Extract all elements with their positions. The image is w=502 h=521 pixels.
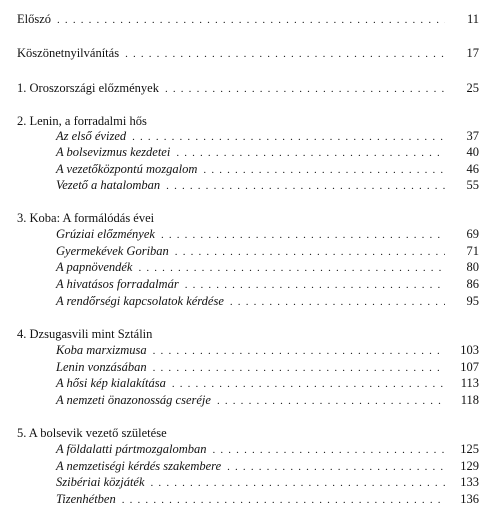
dot-leader [122,494,445,506]
toc-subentry [56,178,502,194]
dot-leader [151,477,445,489]
dot-leader [161,229,445,241]
toc-subentry [56,475,502,491]
toc-subentry [56,277,502,293]
toc-entry-page: 40 [466,145,479,159]
toc-entry-title: Előszó [17,12,52,26]
toc-subentry [56,376,502,392]
dot-leader [176,147,445,159]
dot-leader [153,345,445,357]
toc-entry-page: 113 [460,376,479,390]
dot-leader [172,378,445,390]
toc-entry-title: A nemzeti önazonosság cseréje [56,393,211,407]
dot-leader [132,131,445,143]
toc-subentry [56,162,502,178]
chapter-2-heading: 2. Lenin, a forradalmi hős [17,114,147,128]
dot-leader [185,279,445,291]
toc-entry-title: Köszönetnyilvánítás [17,46,120,60]
toc-entry-acknowledgements [17,46,502,62]
toc-entry-page: 95 [466,294,479,308]
chapter-4-heading: 4. Dzsugasvili mint Sztálin [17,327,153,341]
toc-subentry [56,260,502,276]
toc-subentry [56,244,502,260]
dot-leader [227,461,445,473]
toc-entry-page: 129 [460,459,479,473]
toc-subentry [56,294,502,310]
dot-leader [217,395,445,407]
toc-entry-title: A nemzetiségi kérdés szakembere [56,459,222,473]
toc-entry-title: A hivatásos forradalmár [56,277,179,291]
toc-entry-title: Lenin vonzásában [56,360,147,374]
toc-subentry [56,343,502,359]
toc-subentry [56,227,502,243]
toc-subentry [56,459,502,475]
dot-leader [212,444,445,456]
toc-subentry [56,442,502,458]
dot-leader [175,246,445,258]
toc-entry-page: 17 [466,46,479,60]
toc-subentry [56,129,502,145]
toc-entry-title: Grúziai előzmények [56,227,155,241]
toc-entry-title: A földalatti pártmozgalomban [56,442,207,456]
dot-leader [125,48,445,60]
toc-entry-title: Koba marxizmusa [56,343,147,357]
toc-entry-chapter-1 [17,81,502,97]
toc-entry-title: Szibériai közjáték [56,475,145,489]
toc-entry-title: Gyermekévek Goriban [56,244,169,258]
toc-entry-page: 118 [460,393,479,407]
toc-entry-title: A papnövendék [56,260,133,274]
toc-entry-page: 133 [460,475,479,489]
toc-entry-page: 103 [460,343,479,357]
toc-entry-page: 136 [460,492,479,506]
toc-entry-title: A hősi kép kialakítása [56,376,166,390]
dot-leader [203,164,445,176]
toc-entry-page: 55 [466,178,479,192]
toc-subentry [56,145,502,161]
dot-leader [165,83,445,95]
dot-leader [138,262,445,274]
toc-entry-page: 37 [466,129,479,143]
toc-entry-title: A bolsevizmus kezdetei [56,145,171,159]
toc-entry-page: 46 [466,162,479,176]
toc-entry-page: 80 [466,260,479,274]
toc-entry-title: A rendőrségi kapcsolatok kérdése [56,294,224,308]
toc-entry-page: 107 [460,360,479,374]
toc-subentry [56,492,502,508]
toc-entry-page: 69 [466,227,479,241]
dot-leader [230,296,445,308]
chapter-5-heading: 5. A bolsevik vezető születése [17,426,167,440]
toc-subentry [56,393,502,409]
dot-leader [57,14,445,26]
toc-entry-page: 86 [466,277,479,291]
dot-leader [153,362,445,374]
toc-entry-foreword [17,12,502,28]
toc-entry-page: 25 [466,81,479,95]
toc-entry-page: 71 [466,244,479,258]
dot-leader [166,180,445,192]
toc-entry-page: 11 [466,12,479,26]
toc-entry-title: Vezető a hatalomban [56,178,161,192]
toc-entry-title: A vezetőközpontú mozgalom [56,162,198,176]
toc-entry-title: 1. Oroszországi előzmények [17,81,159,95]
toc-entry-page: 125 [460,442,479,456]
chapter-3-heading: 3. Koba: A formálódás évei [17,211,155,225]
toc-subentry [56,360,502,376]
toc-entry-title: Tizenhétben [56,492,116,506]
toc-entry-title: Az első évized [56,129,127,143]
